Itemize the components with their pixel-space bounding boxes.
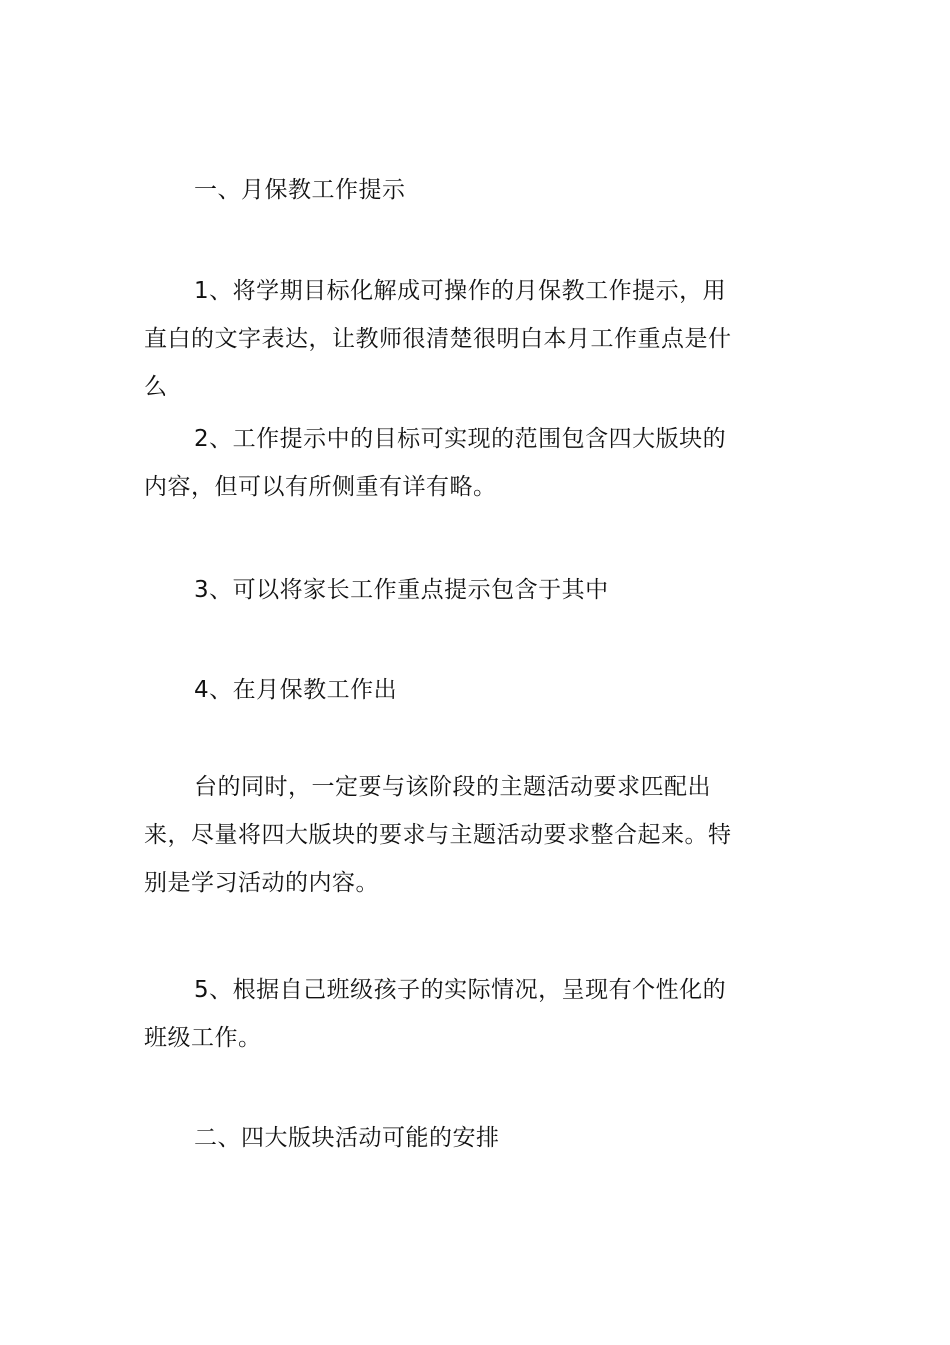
item-4-paragraph: 4、在月保教工作出 — [194, 677, 398, 703]
section2-heading: 二、四大版块活动可能的安排 — [194, 1125, 500, 1151]
section1-heading: 一、月保教工作提示 — [194, 177, 406, 203]
item-1-paragraph: 1、将学期目标化解成可操作的月保教工作提示，用直白的文字表达，让教师很清楚很明白本月工作重点是什么 — [144, 278, 732, 400]
item-4-continued-paragraph: 台的同时，一定要与该阶段的主题活动要求匹配出来，尽量将四大版块的要求与主题活动要求整合起来。特别是学习活动的内容。 — [144, 774, 732, 896]
item-5-paragraph: 5、根据自己班级孩子的实际情况，呈现有个性化的班级工作。 — [144, 977, 727, 1051]
item-3-paragraph: 3、可以将家长工作重点提示包含于其中 — [194, 577, 609, 603]
item-2-paragraph: 2、工作提示中的目标可实现的范围包含四大版块的内容，但可以有所侧重有详有略。 — [144, 426, 727, 500]
